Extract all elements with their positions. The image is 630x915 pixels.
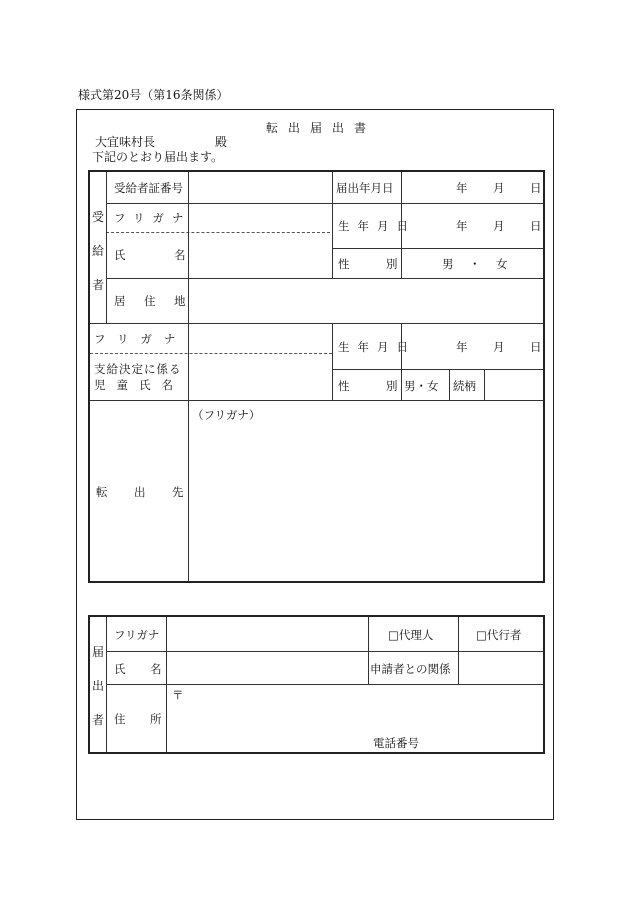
recipient-birth-day-unit: 日 xyxy=(530,219,542,233)
destination-label-c: 先 xyxy=(172,485,184,499)
notifier-name-label-b: 名 xyxy=(150,662,162,676)
notifier-section-label: 届 出 者 xyxy=(91,645,104,727)
child-name-field[interactable] xyxy=(189,354,332,400)
child-birth-month-unit: 月 xyxy=(493,340,505,354)
child-relation-field[interactable] xyxy=(485,370,543,400)
notifier-name-field[interactable] xyxy=(167,652,368,684)
recipient-address-field[interactable] xyxy=(189,279,543,323)
child-birth-year-unit: 年 xyxy=(456,340,468,354)
recipient-furigana-field[interactable] xyxy=(189,204,332,232)
child-sex-options[interactable]: 男・女 xyxy=(404,379,439,393)
recipient-sex-options[interactable]: 男 ・ 女 xyxy=(442,257,510,271)
relation-to-applicant-field[interactable] xyxy=(459,652,543,684)
notifier-table xyxy=(88,615,545,754)
destination-furigana-hint: （フリガナ） xyxy=(192,408,261,422)
child-furigana-field[interactable] xyxy=(189,324,332,353)
notifier-name-label-a: 氏 xyxy=(114,662,126,676)
main-table xyxy=(88,170,545,583)
phone-label: 電話番号 xyxy=(373,736,419,750)
recipient-sex-label-a: 性 xyxy=(338,257,350,271)
form-number: 様式第20号（第16条関係） xyxy=(78,88,229,102)
addressee: 大宜味村長 殿 xyxy=(95,135,228,149)
notifier-address-label-b: 所 xyxy=(150,712,162,726)
notifier-address-field[interactable] xyxy=(167,685,543,752)
notify-day-unit: 日 xyxy=(530,181,542,195)
recipient-furigana-label: フリガナ xyxy=(114,211,192,225)
agent-checkbox[interactable]: □代理人 xyxy=(388,628,434,642)
child-name-label-line1: 支給決定に係る xyxy=(94,362,182,376)
recipient-sex-label-b: 別 xyxy=(386,257,398,271)
proxy-checkbox[interactable]: □代行者 xyxy=(476,628,522,642)
recipient-address-label-a: 居 xyxy=(114,294,126,308)
notifier-address-label-a: 住 xyxy=(114,712,126,726)
notify-month-unit: 月 xyxy=(493,181,505,195)
notifier-furigana-field[interactable] xyxy=(167,617,368,651)
child-name-label-line2: 児童氏名 xyxy=(94,378,184,392)
child-relation-label: 続柄 xyxy=(453,379,476,393)
recipient-birth-date-label: 生年月日 xyxy=(338,219,416,233)
notify-year-unit: 年 xyxy=(456,181,468,195)
cert-number-field[interactable] xyxy=(189,172,332,203)
recipient-address-label-b: 住 xyxy=(144,294,156,308)
recipient-name-field[interactable] xyxy=(189,233,332,278)
form-title: 転出届出書 xyxy=(265,121,376,135)
destination-label-a: 転 xyxy=(96,485,108,499)
recipient-birth-month-unit: 月 xyxy=(493,219,505,233)
notifier-furigana-label: フリガナ xyxy=(114,628,160,642)
recipient-address-label-c: 地 xyxy=(174,294,186,308)
destination-label-b: 出 xyxy=(134,485,146,499)
cert-number-label: 受給者証番号 xyxy=(114,181,183,195)
recipient-name-label-a: 氏 xyxy=(114,248,126,262)
child-birth-day-unit: 日 xyxy=(530,340,542,354)
destination-field[interactable] xyxy=(189,401,543,581)
notify-date-label: 届出年月日 xyxy=(336,181,394,195)
child-sex-label-b: 別 xyxy=(386,379,398,393)
relation-to-applicant-label: 申請者との関係 xyxy=(370,662,451,676)
postal-mark: 〒 xyxy=(172,688,184,702)
child-furigana-label: フリガナ xyxy=(94,332,188,346)
recipient-section-label: 受 給 者 xyxy=(91,210,104,292)
child-birth-date-label: 生年月日 xyxy=(338,340,416,354)
recipient-birth-year-unit: 年 xyxy=(456,219,468,233)
recipient-name-label-b: 名 xyxy=(174,248,186,262)
child-sex-label-a: 性 xyxy=(338,379,350,393)
intro-text: 下記のとおり届出ます。 xyxy=(92,150,224,164)
